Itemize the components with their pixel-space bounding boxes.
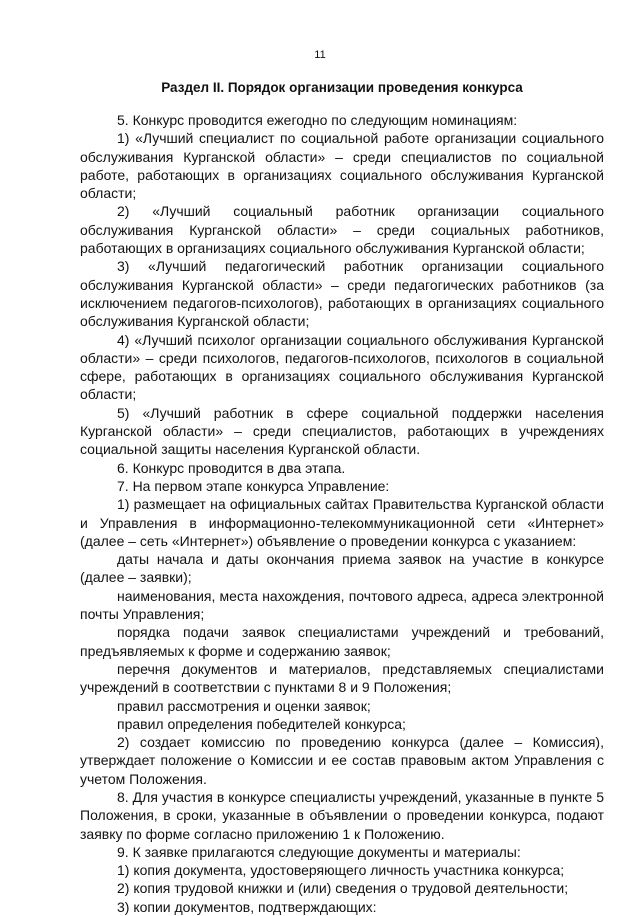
paragraph-7-review-rules: правил рассмотрения и оценки заявок; bbox=[117, 697, 371, 714]
paragraph-8: 8. Для участия в конкурсе специалисты учреждений, указанные в пункте 5 Положения, в сроки, указанные в объявлении о проведении конкурса, подают заявку по форме согласно приложению 1 к Положению. bbox=[80, 788, 604, 842]
paragraph-7-procedure: порядка подачи заявок специалистами учреждений и требований, предъявляемых к форме и содержанию заявок; bbox=[80, 624, 604, 659]
paragraph-9-item-2: 2) копия трудовой книжки и (или) сведения о трудовой деятельности; bbox=[117, 880, 569, 897]
paragraph-nomination-5: 5) «Лучший работник в сфере социальной поддержки населения Курганской области» – среди специалистов, работающих в учреждениях социальной защиты населения Курганской области. bbox=[80, 404, 604, 458]
section-title: Раздел II. Порядок организации проведения конкурса bbox=[161, 80, 523, 95]
document-body bbox=[80, 111, 604, 916]
paragraph-9-item-1: 1) копия документа, удостоверяющего личность участника конкурса; bbox=[117, 862, 565, 879]
paragraph-9-item-3: 3) копии документов, подтверждающих: bbox=[117, 898, 377, 915]
paragraph-nomination-2: 2) «Лучший социальный работник организации социального обслуживания Курганской области» – среди социальных работников, работающих в организациях социального обслуживания Курганской области; bbox=[80, 203, 604, 257]
paragraph-nomination-1: 1) «Лучший специалист по социальной работе организации социального обслуживания Курганской области» – среди специалистов по социальной работе, работающих в организациях социального обслуживания Курганской области; bbox=[80, 130, 604, 202]
paragraph-7-winner-rules: правил определения победителей конкурса; bbox=[117, 715, 406, 732]
paragraph-nomination-3: 3) «Лучший педагогический работник организации социального обслуживания Курганской области» – среди педагогических работников (за исключением педагогов-психологов), работающих в организациях социального обслуживания Курганской области; bbox=[80, 258, 604, 330]
paragraph-9: 9. К заявке прилагаются следующие документы и материалы: bbox=[117, 843, 521, 860]
paragraph-5-intro: 5. Конкурс проводится ежегодно по следующим номинациям: bbox=[117, 112, 518, 128]
paragraph-7: 7. На первом этапе конкурса Управление: bbox=[117, 477, 390, 494]
paragraph-7-item-2: 2) создает комиссию по проведению конкурса (далее – Комиссия), утверждает положение о Комиссии и ее состав правовым актом Управления с учетом Положения. bbox=[80, 734, 604, 787]
paragraph-7-contacts: наименования, места нахождения, почтового адреса, адреса электронной почты Управления; bbox=[80, 587, 604, 623]
paragraph-nomination-4: 4) «Лучший психолог организации социального обслуживания Курганской области» – среди психологов, педагогов-психологов, психологов в социальной сфере, работающих в организациях социального обслуживания Курганской области; bbox=[80, 331, 604, 403]
page-number: 11 bbox=[314, 49, 326, 61]
paragraph-6: 6. Конкурс проводится в два этапа. bbox=[117, 459, 346, 476]
paragraph-7-item-1: 1) размещает на официальных сайтах Правительства Курганской области и Управления в информационно-телекоммуникационной сети «Интернет» (далее – сеть «Интернет») объявление о проведении конкурса с указанием: bbox=[80, 496, 604, 549]
paragraph-7-documents: перечня документов и материалов, представляемых специалистами учреждений в соответствии с пунктами 8 и 9 Положения; bbox=[80, 660, 604, 696]
paragraph-7-dates: даты начала и даты окончания приема заявок на участие в конкурсе (далее – заявки); bbox=[80, 551, 604, 586]
